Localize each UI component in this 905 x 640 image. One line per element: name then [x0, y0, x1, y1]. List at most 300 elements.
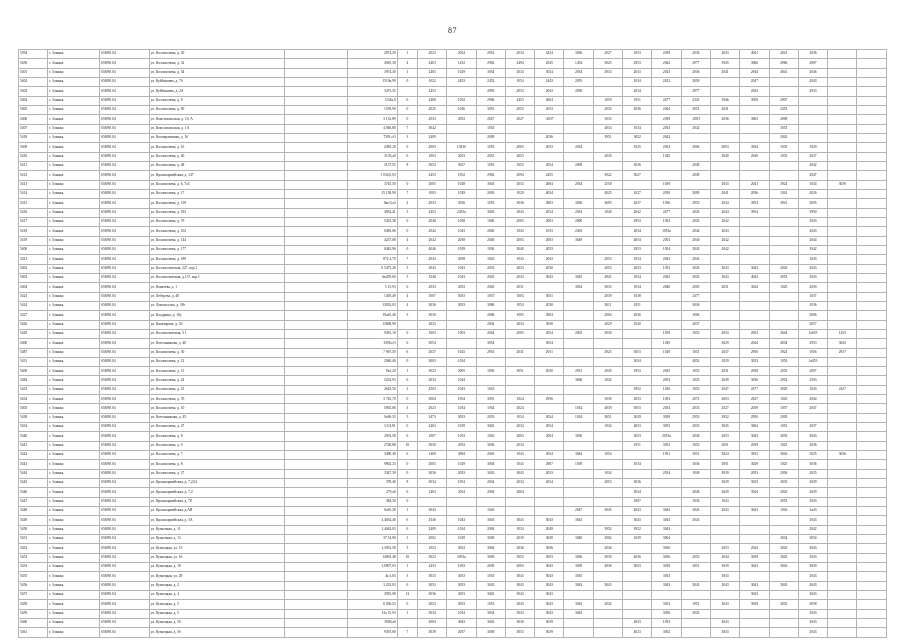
table-cell: [285, 525, 348, 534]
table-cell: [285, 339, 348, 348]
table-cell: 1951: [652, 451, 681, 460]
table-cell: 2003: [564, 329, 593, 338]
table-cell: ул. Кузнецкая, д. 4: [149, 591, 284, 600]
table-cell: [505, 385, 534, 394]
table-cell: [681, 180, 710, 189]
table-cell: 2057: [798, 320, 827, 329]
table-cell: 3039: [828, 180, 857, 189]
table-cell: 0: [397, 395, 417, 404]
table-cell: 5440: [19, 432, 48, 441]
table-cell: 2003: [505, 432, 534, 441]
table-cell: 1053: [652, 395, 681, 404]
table-cell: [285, 507, 348, 516]
table-cell: [285, 189, 348, 198]
table-cell: 5402: [19, 264, 48, 273]
table-cell: 3043: [681, 273, 710, 282]
table-cell: ул. Кооперативная, д. 16: [149, 133, 284, 142]
table-cell: 1053: [681, 441, 710, 450]
table-cell: 1043: [710, 497, 739, 506]
table-cell: 1051: [681, 348, 710, 357]
table-cell: 3004: [681, 143, 710, 152]
table-cell: [857, 572, 887, 581]
table-cell: [285, 105, 348, 114]
table-cell: 3954: [740, 208, 769, 217]
table-cell: 2027: [710, 404, 739, 413]
table-cell: 3034: [535, 68, 564, 77]
table-cell: 1053: [447, 563, 476, 572]
table-cell: ул. Кузнецкая, д. 18: [149, 563, 284, 572]
table-cell: 2034: [505, 50, 534, 59]
table-cell: [857, 292, 887, 301]
table-cell: 1023: [769, 441, 798, 450]
table-cell: 2004: [418, 619, 447, 628]
table-cell: [652, 320, 681, 329]
table-cell: 1005: [505, 311, 534, 320]
table-cell: 3605: [593, 199, 622, 208]
table-cell: [285, 516, 348, 525]
table-cell: 4941: [593, 273, 622, 282]
table-cell: 1033б: [447, 143, 476, 152]
table-cell: 3043: [769, 563, 798, 572]
table-cell: г. Злынка: [48, 264, 100, 273]
table-cell: [285, 59, 348, 68]
table-cell: 4041: [769, 68, 798, 77]
table-cell: [535, 497, 564, 506]
table-row: [19, 376, 887, 385]
table-cell: 2034: [564, 180, 593, 189]
table-cell: 3039: [593, 553, 622, 562]
table-cell: [857, 619, 887, 628]
table-cell: 2053: [505, 152, 534, 161]
table-cell: [505, 507, 534, 516]
table-cell: 6: [397, 217, 417, 226]
table-cell: [828, 143, 857, 152]
table-cell: 5455: [19, 572, 48, 581]
table-cell: 3039: [769, 432, 798, 441]
table-cell: [740, 320, 769, 329]
table-cell: 2906: [476, 96, 505, 105]
table-row: [19, 311, 887, 320]
table-cell: 4а 3,03: [348, 572, 398, 581]
table-cell: 2043: [710, 180, 739, 189]
table-cell: 3043: [593, 581, 622, 590]
table-cell: 2041: [710, 68, 739, 77]
table-cell: [285, 115, 348, 124]
table-cell: 2043: [623, 507, 652, 516]
table-cell: 1034: [623, 124, 652, 133]
table-cell: 3051: [535, 292, 564, 301]
table-cell: 3003: [418, 357, 447, 366]
table-cell: [857, 469, 887, 478]
table-cell: 5033: [447, 292, 476, 301]
table-cell: [828, 320, 857, 329]
table-cell: 3540: [418, 516, 447, 525]
table-cell: 1053: [418, 544, 447, 553]
table-cell: 2053: [476, 152, 505, 161]
table-cell: 3052: [652, 628, 681, 637]
table-row: [19, 544, 887, 553]
table-cell: [593, 385, 622, 394]
table-cell: [285, 283, 348, 292]
table-cell: [564, 441, 593, 450]
table-row: [19, 367, 887, 376]
table-cell: [857, 264, 887, 273]
table-cell: [857, 376, 887, 385]
table-cell: г. Злынка: [48, 311, 100, 320]
table-cell: 2453а: [447, 208, 476, 217]
table-cell: ул. Комсомольская, д. 10, А: [149, 115, 284, 124]
table-row: [19, 479, 887, 488]
table-cell: 3951: [593, 133, 622, 142]
table-cell: 13052,03: [348, 301, 398, 310]
table-cell: 5453: [19, 553, 48, 562]
table-cell: [857, 329, 887, 338]
table-cell: 3040: [564, 535, 593, 544]
table-cell: 10а45,40: [348, 311, 398, 320]
table-cell: 2604: [535, 96, 564, 105]
table-cell: 3053: [623, 404, 652, 413]
table-cell: 3а43: [798, 507, 827, 516]
table-cell: [593, 441, 622, 450]
table-cell: 2038: [447, 236, 476, 245]
table-cell: 0: [397, 600, 417, 609]
table-cell: 6: [397, 152, 417, 161]
table-row: [19, 199, 887, 208]
table-cell: 2027: [593, 50, 622, 59]
table-cell: ул. Коллонтаева, д. 144: [149, 236, 284, 245]
table-cell: [828, 292, 857, 301]
table-cell: 8: [397, 479, 417, 488]
table-cell: ул. Коллонтаева, д. 17: [149, 189, 284, 198]
table-cell: 2443: [535, 77, 564, 86]
table-cell: 2453: [505, 96, 534, 105]
table-cell: 3 3/4,81: [348, 423, 398, 432]
table-cell: 1025: [447, 348, 476, 357]
table-cell: 658/80.04: [100, 619, 150, 628]
table-cell: [857, 68, 887, 77]
table-cell: 3036: [652, 553, 681, 562]
table-cell: 3942: [798, 245, 827, 254]
table-cell: 1040: [593, 208, 622, 217]
table-cell: 658/80.04: [100, 339, 150, 348]
table-row: [19, 292, 887, 301]
table-cell: [623, 339, 652, 348]
table-cell: 2043: [710, 507, 739, 516]
table-cell: 4053: [623, 423, 652, 432]
table-cell: 2033: [418, 115, 447, 124]
table-cell: [857, 535, 887, 544]
table-cell: [285, 628, 348, 637]
table-cell: [798, 413, 827, 422]
table-cell: [828, 199, 857, 208]
table-cell: 1043: [769, 507, 798, 516]
table-cell: 1539,90: [348, 105, 398, 114]
table-cell: 3044: [564, 451, 593, 460]
table-cell: 2034: [505, 423, 534, 432]
table-cell: [828, 525, 857, 534]
table-cell: 5: [397, 311, 417, 320]
table-cell: 658/80.04: [100, 199, 150, 208]
table-cell: 3036: [681, 460, 710, 469]
table-cell: [652, 87, 681, 96]
table-row: [19, 525, 887, 534]
table-cell: 2037: [798, 423, 827, 432]
table-row: [19, 255, 887, 264]
table-cell: [681, 628, 710, 637]
table-cell: г. Злынка: [48, 497, 100, 506]
table-cell: 2007: [798, 367, 827, 376]
table-cell: 1038: [623, 292, 652, 301]
table-cell: 3039: [564, 563, 593, 572]
table-cell: [857, 600, 887, 609]
table-cell: 1053: [476, 600, 505, 609]
table-cell: 3030: [652, 609, 681, 618]
table-cell: 3052: [623, 133, 652, 142]
table-cell: [285, 404, 348, 413]
table-cell: 3 745,70: [348, 395, 398, 404]
table-cell: 5457: [19, 591, 48, 600]
table-cell: 0: [397, 460, 417, 469]
table-cell: 658/80.04: [100, 432, 150, 441]
table-cell: 1034: [505, 413, 534, 422]
table-cell: 3036: [623, 479, 652, 488]
table-cell: 2046: [681, 488, 710, 497]
table-cell: 1027: [623, 189, 652, 198]
table-cell: 3043: [535, 591, 564, 600]
table-cell: [710, 77, 739, 86]
table-cell: [769, 311, 798, 320]
table-cell: 5423: [19, 292, 48, 301]
table-cell: [564, 348, 593, 357]
table-cell: ул. Красноармейская, д. 7,2: [149, 488, 284, 497]
table-cell: 2029: [593, 320, 622, 329]
table-cell: 2403: [564, 227, 593, 236]
table-cell: 1028: [447, 180, 476, 189]
table-cell: [857, 544, 887, 553]
table-cell: [285, 563, 348, 572]
table-cell: 658/80.04: [100, 600, 150, 609]
table-row: [19, 161, 887, 170]
table-cell: 3053: [652, 423, 681, 432]
table-cell: [285, 199, 348, 208]
table-cell: 2039: [740, 441, 769, 450]
table-row: [19, 236, 887, 245]
table-row: [19, 432, 887, 441]
table-cell: 2503: [418, 385, 447, 394]
table-cell: ул. Кузнецкая, д. 2: [149, 581, 284, 590]
table-cell: 2033: [535, 143, 564, 152]
table-cell: 3036: [593, 544, 622, 553]
table-cell: 1033: [769, 152, 798, 161]
table-cell: [740, 124, 769, 133]
table-cell: [857, 432, 887, 441]
table-cell: 6: [397, 329, 417, 338]
table-cell: 2034: [564, 68, 593, 77]
table-cell: 5421: [19, 255, 48, 264]
table-cell: [828, 68, 857, 77]
table-cell: 3033: [593, 283, 622, 292]
table-cell: [564, 628, 593, 637]
table-cell: 3033: [593, 68, 622, 77]
table-cell: [564, 395, 593, 404]
table-cell: 0аб5,28: [348, 507, 398, 516]
table-cell: 3043: [681, 264, 710, 273]
table-cell: [285, 488, 348, 497]
table-cell: 2453: [447, 77, 476, 86]
table-cell: г. Злынка: [48, 217, 100, 226]
table-cell: [740, 245, 769, 254]
table-cell: 5426: [19, 320, 48, 329]
table-cell: 3045: [564, 273, 593, 282]
table-cell: 1034: [564, 413, 593, 422]
table-cell: [623, 152, 652, 161]
table-cell: 3036: [447, 199, 476, 208]
table-cell: [828, 152, 857, 161]
table-cell: 1029: [447, 189, 476, 198]
table-cell: 3029: [710, 479, 739, 488]
table-cell: 1043: [769, 395, 798, 404]
table-cell: 3043: [505, 572, 534, 581]
table-cell: 3952: [740, 451, 769, 460]
table-cell: г. Злынка: [48, 189, 100, 198]
table-cell: 3034: [418, 609, 447, 618]
table-cell: 3043: [769, 544, 798, 553]
table-cell: 2023: [652, 68, 681, 77]
table-cell: 3030: [535, 320, 564, 329]
table-cell: ул. Коллонтаева, д. 183: [149, 208, 284, 217]
table-row: [19, 357, 887, 366]
table-cell: 3043: [476, 423, 505, 432]
table-cell: 2952: [769, 376, 798, 385]
table-cell: 1007: [418, 432, 447, 441]
table-cell: [857, 516, 887, 525]
table-cell: [857, 96, 887, 105]
table-cell: 658/80.04: [100, 217, 150, 226]
table-cell: [828, 245, 857, 254]
table-cell: [535, 357, 564, 366]
table-cell: 2034: [535, 479, 564, 488]
table-cell: [564, 301, 593, 310]
table-row: [19, 423, 887, 432]
table-cell: 5406: [19, 115, 48, 124]
table-cell: 3024: [740, 488, 769, 497]
table-cell: 1043: [447, 273, 476, 282]
table-cell: 2043: [710, 227, 739, 236]
table-cell: 658/80.04: [100, 367, 150, 376]
table-cell: ул. Красноармейская, д. 7,2,02: [149, 479, 284, 488]
table-cell: 4043: [740, 273, 769, 282]
table-cell: [593, 161, 622, 170]
table-cell: [857, 479, 887, 488]
table-cell: [623, 451, 652, 460]
table-cell: 3036: [652, 544, 681, 553]
table-cell: [535, 283, 564, 292]
table-cell: 2043: [798, 227, 827, 236]
table-cell: 5418: [19, 133, 48, 142]
table-cell: 6: [397, 525, 417, 534]
table-cell: 5458: [19, 600, 48, 609]
table-cell: [857, 628, 887, 637]
table-cell: [564, 124, 593, 133]
table-cell: 3039: [535, 619, 564, 628]
table-cell: [681, 152, 710, 161]
table-cell: [828, 488, 857, 497]
table-cell: [857, 525, 887, 534]
table-cell: 3034: [623, 488, 652, 497]
table-cell: [564, 171, 593, 180]
table-cell: 2044: [710, 199, 739, 208]
table-cell: [740, 171, 769, 180]
table-cell: 3029: [710, 339, 739, 348]
table-cell: 6в295,00: [348, 273, 398, 282]
table-cell: [857, 124, 887, 133]
table-cell: 5429: [19, 329, 48, 338]
table-cell: 0ва 0,а3: [348, 199, 398, 208]
table-cell: [828, 609, 857, 618]
table-cell: ул. Коллонтаева, д. 48: [149, 161, 284, 170]
table-cell: [828, 572, 857, 581]
table-cell: 1043: [476, 432, 505, 441]
table-cell: 2053: [593, 479, 622, 488]
table-cell: 9391,00: [348, 628, 398, 637]
table-cell: 2043: [652, 273, 681, 282]
table-cell: 3027: [623, 171, 652, 180]
table-cell: 3025: [593, 59, 622, 68]
table-cell: 3043: [535, 516, 564, 525]
table-cell: 2907: [798, 59, 827, 68]
table-cell: 2643,50: [348, 385, 398, 394]
table-cell: [828, 189, 857, 198]
table-cell: [623, 329, 652, 338]
table-cell: [740, 217, 769, 226]
table-cell: 2034: [564, 143, 593, 152]
table-cell: 3950: [798, 208, 827, 217]
table-cell: 1003: [418, 189, 447, 198]
table-cell: 1025: [769, 283, 798, 292]
table-cell: 658/80.04: [100, 301, 150, 310]
table-cell: [447, 133, 476, 142]
table-cell: 1039: [564, 460, 593, 469]
table-cell: 658/80.04: [100, 488, 150, 497]
table-cell: [623, 609, 652, 618]
table-cell: 3004: [535, 311, 564, 320]
table-cell: [285, 236, 348, 245]
table-cell: 4041: [740, 50, 769, 59]
table-cell: [828, 395, 857, 404]
table-cell: 1053: [447, 432, 476, 441]
table-cell: [447, 124, 476, 133]
table-cell: 3011: [593, 301, 622, 310]
table-cell: [769, 236, 798, 245]
table-cell: ул. Кладрина, д. 10у: [149, 311, 284, 320]
table-cell: ул. Ломоносова, д. 58г: [149, 301, 284, 310]
table-cell: 3043: [798, 572, 827, 581]
table-cell: [285, 77, 348, 86]
table-cell: [857, 395, 887, 404]
table-cell: [285, 441, 348, 450]
table-cell: ул. Коллонтаева, д. 102: [149, 227, 284, 236]
table-cell: [857, 385, 887, 394]
table-cell: 3053: [447, 591, 476, 600]
table-cell: 3043: [476, 619, 505, 628]
table-cell: [285, 460, 348, 469]
table-cell: 2036: [769, 469, 798, 478]
table-cell: ул. Коллонтаева, д. 34: [149, 68, 284, 77]
table-cell: 3058: [447, 255, 476, 264]
table-cell: 2030: [535, 367, 564, 376]
table-row: [19, 105, 887, 114]
table-cell: 2027: [505, 115, 534, 124]
